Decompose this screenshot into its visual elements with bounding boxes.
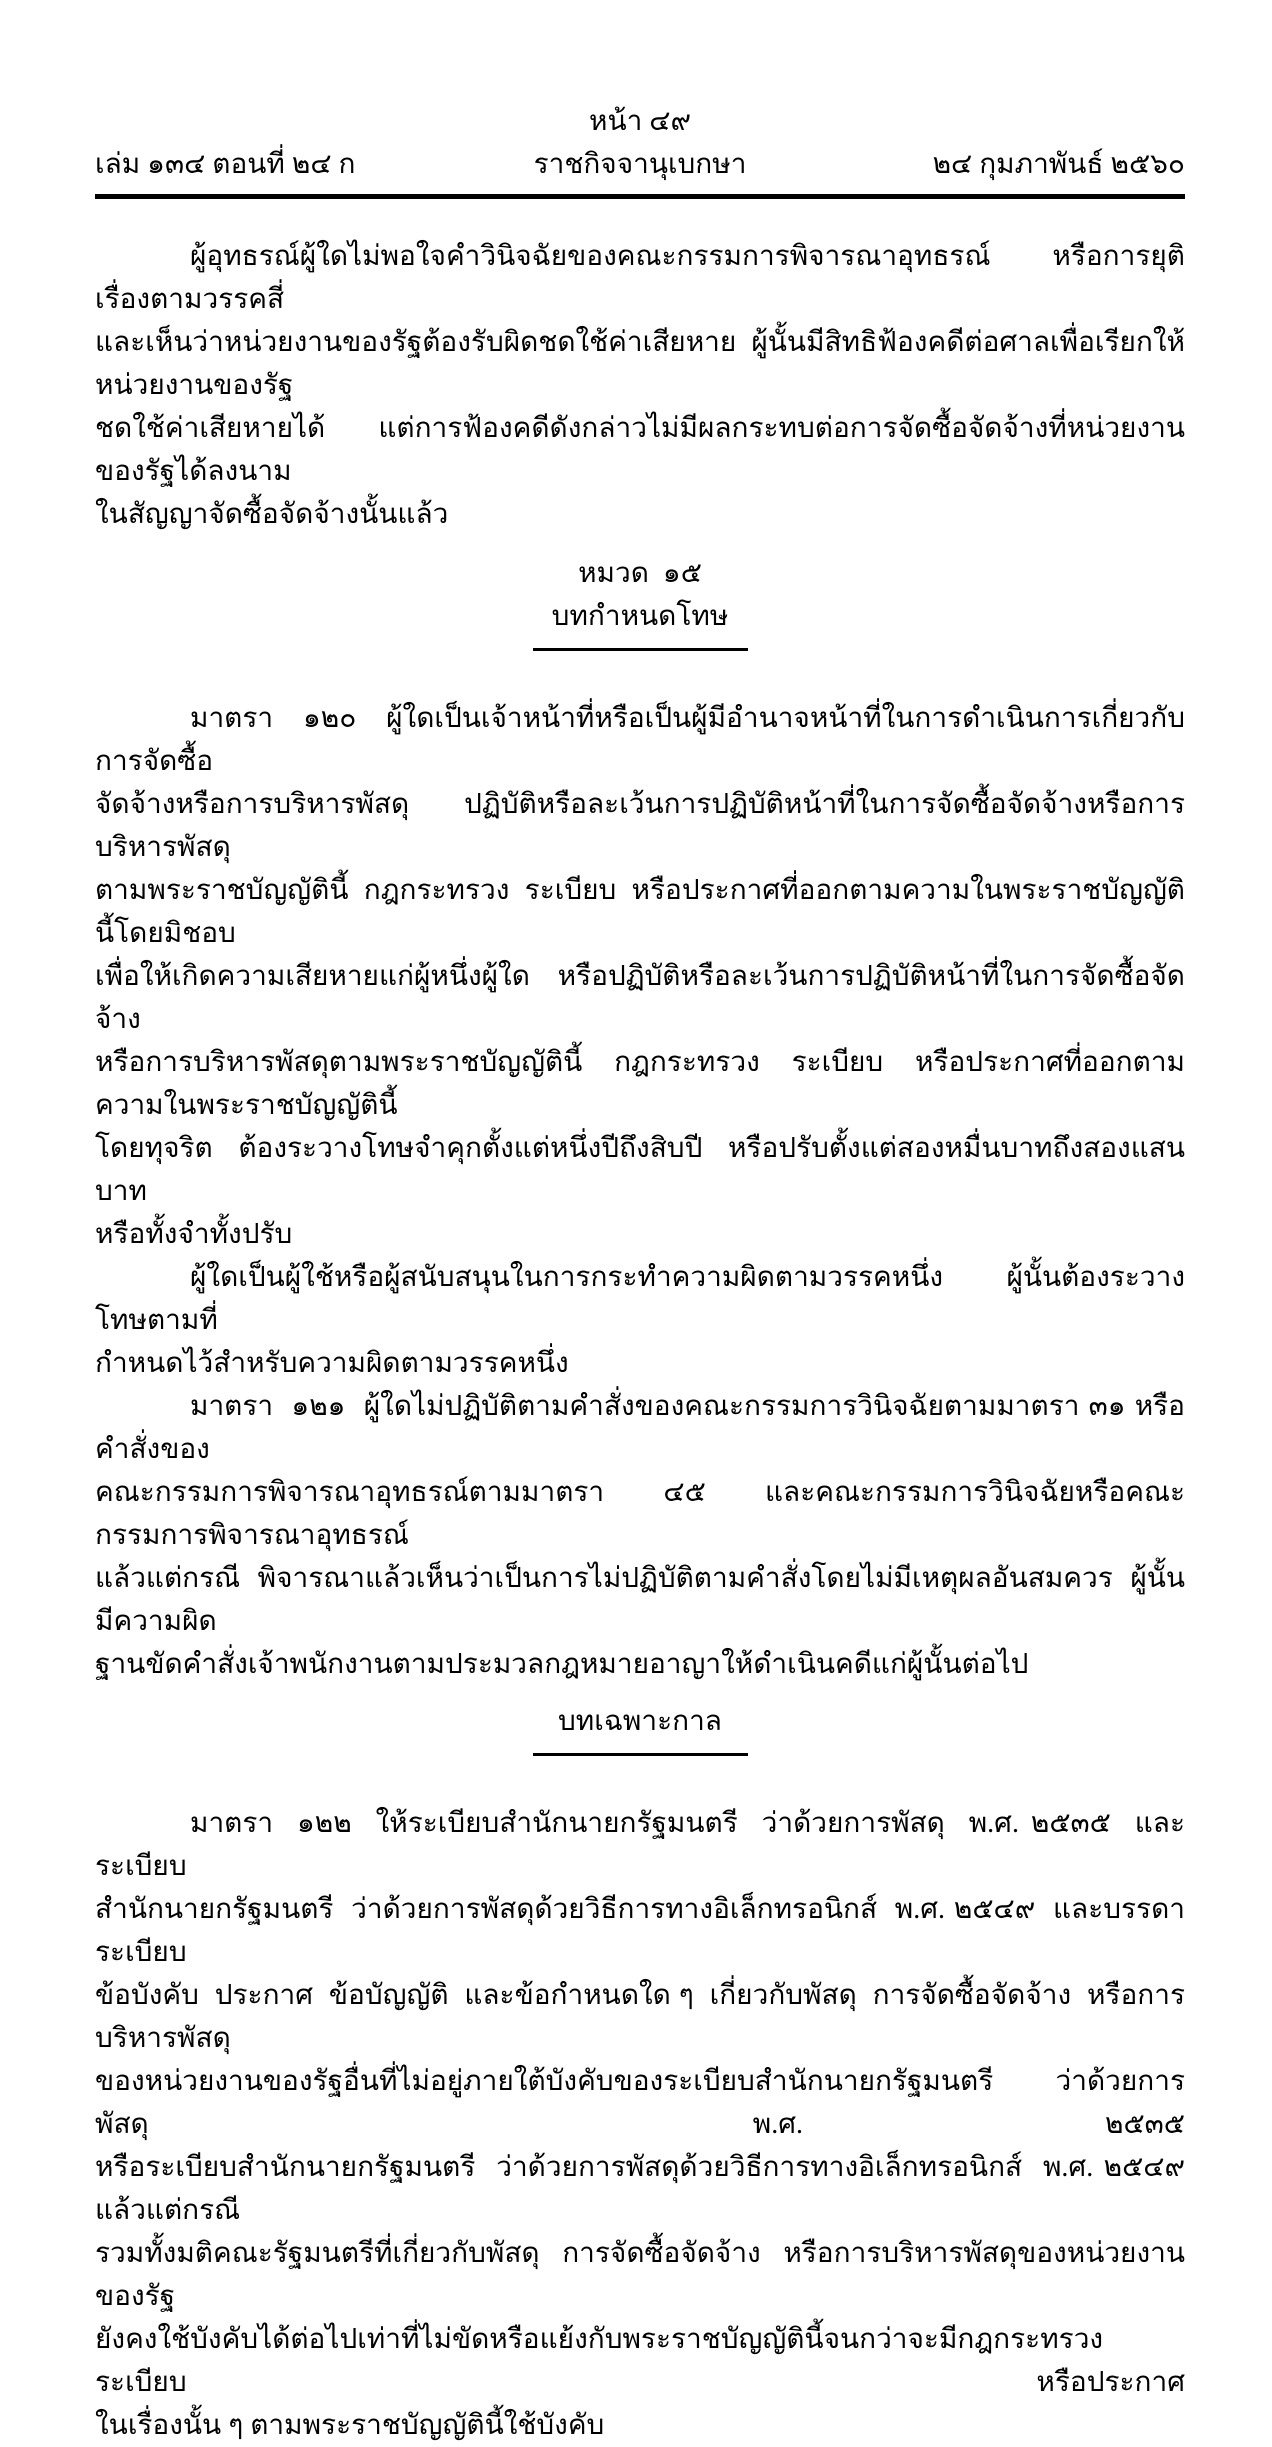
section-122-paragraph (95, 1802, 1199, 2447)
text-line: กำหนดไว้สำหรับความผิดตามวรรคหนึ่ง (95, 1348, 569, 1379)
text-line: เพื่อให้เกิดความเสียหายแก่ผู้หนึ่งผู้ใด หรือปฏิบัติหรือละเว้นการปฏิบัติหน้าที่ในการจัดซื้อจัดจ้าง (95, 961, 1185, 1035)
text-line: ในเรื่องนั้น ๆ ตามพระราชบัญญัตินี้ใช้บังคับ (95, 2410, 605, 2441)
text-line: ยังคงใช้บังคับได้ต่อไปเท่าที่ไม่ขัดหรือแย้งกับพระราชบัญญัตินี้จนกว่าจะมีกฎกระทรวง ระเบียบ หรือประกาศ (95, 2324, 1185, 2398)
text-line: มาตรา ๑๒๑ ผู้ใดไม่ปฏิบัติตามคำสั่งของคณะกรรมการวินิจฉัยตามมาตรา ๓๑ หรือคำสั่งของ (95, 1391, 1185, 1465)
text-line: ผู้อุทธรณ์ผู้ใดไม่พอใจคำวินิจฉัยของคณะกรรมการพิจารณาอุทธรณ์ หรือการยุติเรื่องตามวรรคสี่ (95, 241, 1185, 315)
text-line: ข้อบังคับ ประกาศ ข้อบัญญัติ และข้อกำหนดใด ๆ เกี่ยวกับพัสดุ การจัดซื้อจัดจ้าง หรือการบริหารพัสดุ (95, 1980, 1185, 2054)
transitional-heading (95, 1700, 1185, 1743)
text-line: หรือระเบียบสำนักนายกรัฐมนตรี ว่าด้วยการพัสดุด้วยวิธีการทางอิเล็กทรอนิกส์ พ.ศ. ๒๕๔๙ แล้วแต่กรณี (95, 2152, 1199, 2226)
volume-issue-label: เล่ม ๑๓๔ ตอนที่ ๒๔ ก (95, 149, 356, 180)
section-divider-rule (533, 1753, 748, 1756)
text-line: ของหน่วยงานของรัฐอื่นที่ไม่อยู่ภายใต้บังคับของระเบียบสำนักนายกรัฐมนตรี ว่าด้วยการพัสดุ พ.ศ. ๒๕๓๕ (95, 2066, 1185, 2140)
text-line: ชดใช้ค่าเสียหายได้ แต่การฟ้องคดีดังกล่าวไม่มีผลกระทบต่อการจัดซื้อจัดจ้างที่หน่วยงานของรัฐได้ลงนาม (95, 413, 1185, 487)
section-120-paragraph-1 (95, 697, 1185, 1256)
publication-date: ๒๔ กุมภาพันธ์ ๒๕๖๐ (932, 149, 1185, 180)
text-line: ตามพระราชบัญญัตินี้ กฎกระทรวง ระเบียบ หรือประกาศที่ออกตามความในพระราชบัญญัตินี้โดยมิชอบ (95, 875, 1185, 949)
chapter-number-heading: หมวด ๑๕ (578, 558, 702, 589)
text-line: แล้วแต่กรณี พิจารณาแล้วเห็นว่าเป็นการไม่ปฏิบัติตามคำสั่งโดยไม่มีเหตุผลอันสมควร ผู้นั้นมีความผิด (95, 1563, 1185, 1637)
text-line: คณะกรรมการพิจารณาอุทธรณ์ตามมาตรา ๔๕ และคณะกรรมการวินิจฉัยหรือคณะกรรมการพิจารณาอุทธรณ์ (95, 1477, 1185, 1551)
text-line: รวมทั้งมติคณะรัฐมนตรีที่เกี่ยวกับพัสดุ การจัดซื้อจัดจ้าง หรือการบริหารพัสดุของหน่วยงานของรัฐ (95, 2238, 1185, 2312)
text-line: มาตรา ๑๒๒ ให้ระเบียบสำนักนายกรัฐมนตรี ว่าด้วยการพัสดุ พ.ศ. ๒๕๓๕ และระเบียบ (95, 1808, 1185, 1882)
section-divider-rule (533, 648, 748, 651)
chapter-15-heading (95, 552, 1185, 638)
header-row (95, 143, 1185, 186)
page-header (95, 100, 1185, 199)
text-line: ผู้ใดเป็นผู้ใช้หรือผู้สนับสนุนในการกระทำความผิดตามวรรคหนึ่ง ผู้นั้นต้องระวางโทษตามที่ (95, 1262, 1185, 1336)
section-120-paragraph-2 (95, 1256, 1185, 1385)
gazette-title: ราชกิจจานุเบกษา (533, 149, 747, 180)
text-line: โดยทุจริต ต้องระวางโทษจำคุกตั้งแต่หนึ่งปีถึงสิบปี หรือปรับตั้งแต่สองหมื่นบาทถึงสองแสนบาท (95, 1133, 1185, 1207)
text-line: ในสัญญาจัดซื้อจัดจ้างนั้นแล้ว (95, 499, 449, 530)
text-line: สำนักนายกรัฐมนตรี ว่าด้วยการพัสดุด้วยวิธีการทางอิเล็กทรอนิกส์ พ.ศ. ๒๕๔๙ และบรรดาระเบียบ (95, 1894, 1185, 1968)
section-121-paragraph (95, 1385, 1185, 1686)
chapter-title-heading: บทกำหนดโทษ (551, 601, 729, 632)
text-line: จัดจ้างหรือการบริหารพัสดุ ปฏิบัติหรือละเว้นการปฏิบัติหน้าที่ในการจัดซื้อจัดจ้างหรือการบริหารพัสดุ (95, 789, 1185, 863)
intro-paragraph (95, 235, 1185, 536)
page-number-label: หน้า ๔๙ (588, 106, 692, 137)
header-rule (95, 194, 1185, 199)
text-line: หรือทั้งจำทั้งปรับ (95, 1219, 293, 1250)
text-line: มาตรา ๑๒๐ ผู้ใดเป็นเจ้าหน้าที่หรือเป็นผู้มีอำนาจหน้าที่ในการดำเนินการเกี่ยวกับการจัดซื้อ (95, 703, 1185, 777)
text-line: และเห็นว่าหน่วยงานของรัฐต้องรับผิดชดใช้ค่าเสียหาย ผู้นั้นมีสิทธิฟ้องคดีต่อศาลเพื่อเรียกให้หน่วยงานของรัฐ (95, 327, 1185, 401)
transitional-title-heading: บทเฉพาะกาล (558, 1706, 722, 1737)
text-line: ฐานขัดคำสั่งเจ้าพนักงานตามประมวลกฎหมายอาญาให้ดำเนินคดีแก่ผู้นั้นต่อไป (95, 1649, 1029, 1680)
text-line: หรือการบริหารพัสดุตามพระราชบัญญัตินี้ กฎกระทรวง ระเบียบ หรือประกาศที่ออกตามความในพระราชบัญญัตินี้ (95, 1047, 1185, 1121)
